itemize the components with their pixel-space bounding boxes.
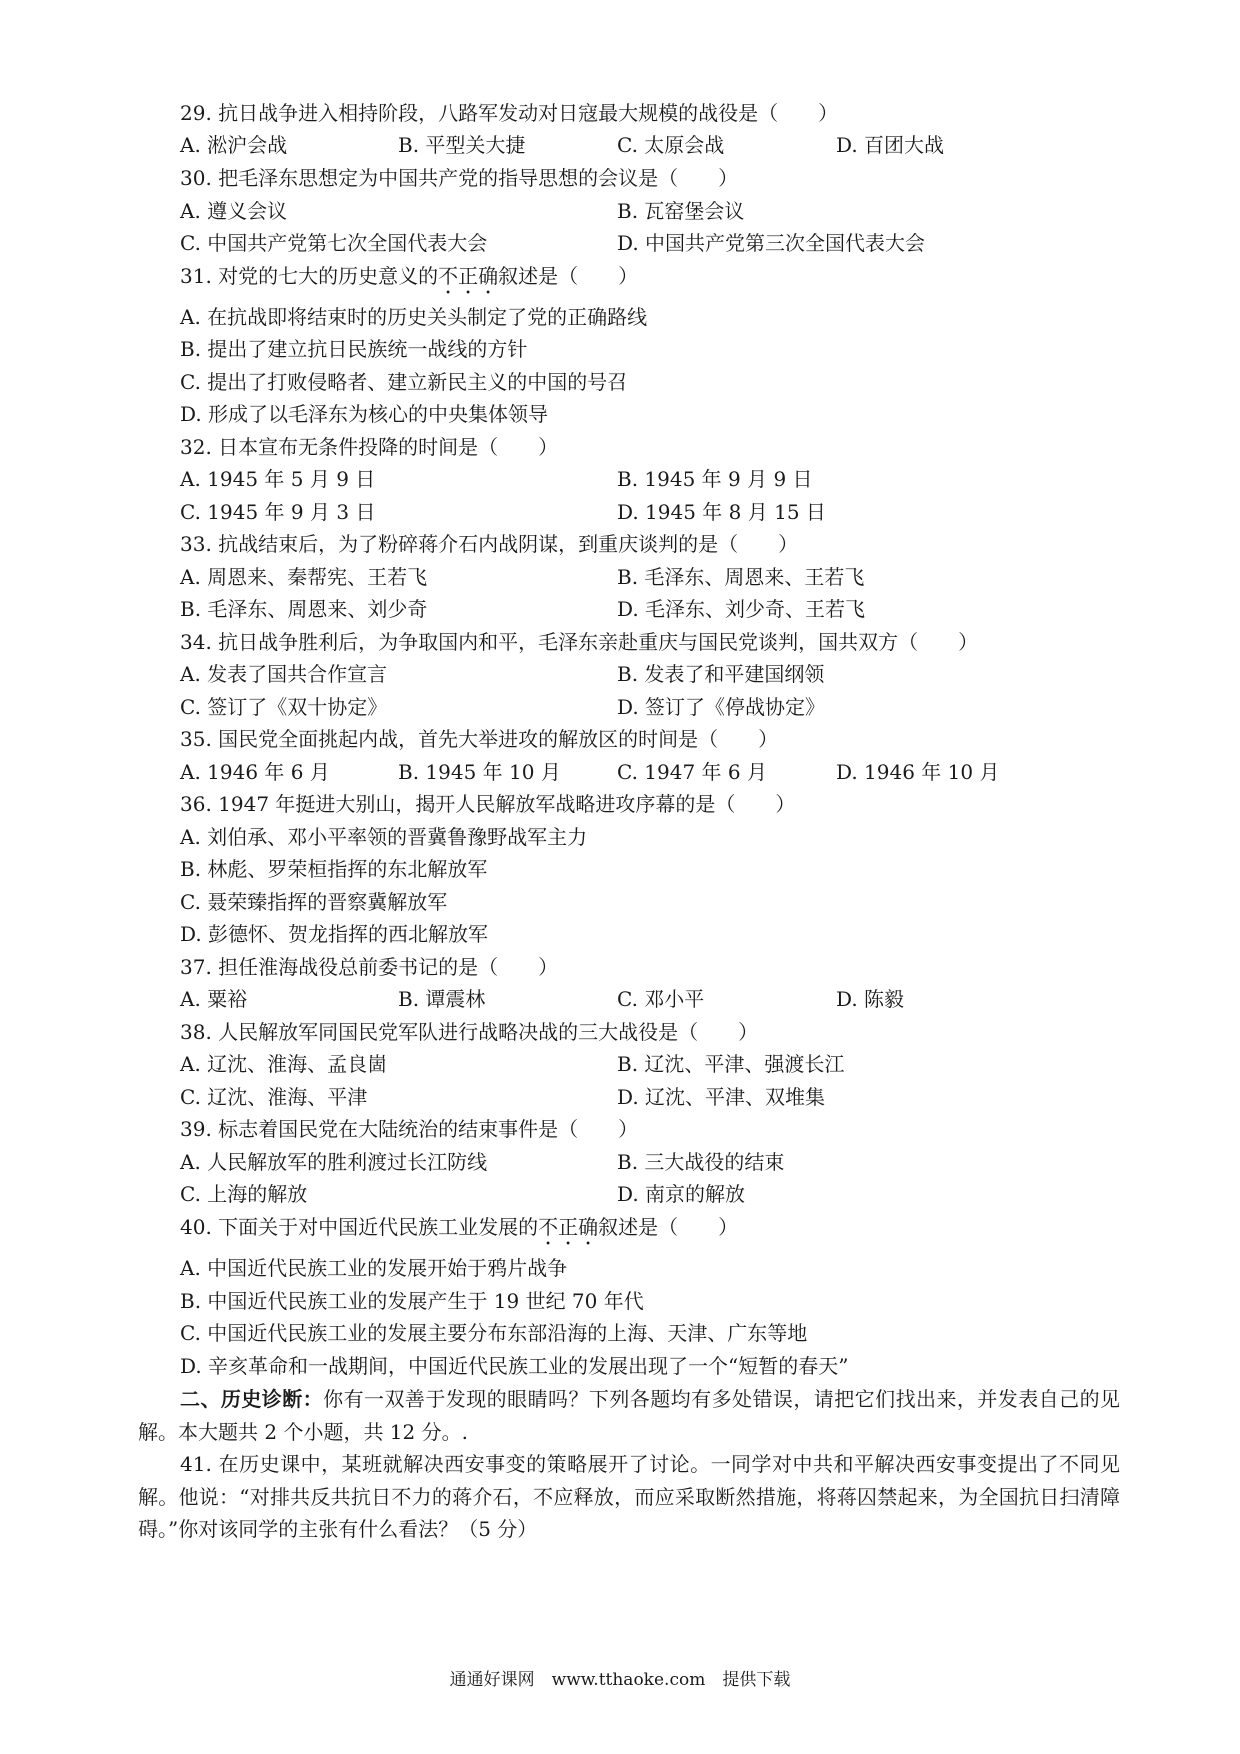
question-36: 36. 1947 年挺进大别山，揭开人民解放军战略进攻序幕的是（ ） xyxy=(180,792,796,816)
options-30-ab xyxy=(180,196,1140,226)
option-31-c: C. 提出了打败侵略者、建立新民主义的中国的号召 xyxy=(180,370,628,394)
option-30-b: B. 瓦窑堡会议 xyxy=(617,199,745,223)
option-33-c: B. 毛泽东、周恩来、刘少奇 xyxy=(180,597,428,621)
option-37-d: D. 陈毅 xyxy=(836,987,905,1011)
option-34-d: D. 签订了《停战协定》 xyxy=(617,695,826,719)
option-29-c: C. 太原会战 xyxy=(617,133,725,157)
option-36-c: C. 聂荣臻指挥的晋察冀解放军 xyxy=(180,890,448,914)
options-39-ab xyxy=(180,1147,1140,1177)
option-39-c: C. 上海的解放 xyxy=(180,1182,308,1206)
option-35-a: A. 1946 年 6 月 xyxy=(180,760,330,784)
option-37-c: C. 邓小平 xyxy=(617,987,705,1011)
options-32-cd xyxy=(180,497,1140,527)
option-34-c: C. 签订了《双十协定》 xyxy=(180,695,388,719)
option-40-c: C. 中国近代民族工业的发展主要分布东部沿海的上海、天津、广东等地 xyxy=(180,1321,808,1345)
question-29: 29. 抗日战争进入相持阶段，八路军发动对日寇最大规模的战役是（ ） xyxy=(180,101,839,125)
option-38-d: D. 辽沈、平津、双堆集 xyxy=(617,1085,826,1109)
option-29-d: D. 百团大战 xyxy=(836,133,945,157)
question-39: 39. 标志着国民党在大陆统治的结束事件是（ ） xyxy=(180,1117,639,1141)
options-33-cd xyxy=(180,594,1140,624)
options-34-ab xyxy=(180,659,1140,689)
option-32-d: D. 1945 年 8 月 15 日 xyxy=(617,500,826,524)
option-39-d: D. 南京的解放 xyxy=(617,1182,746,1206)
question-37: 37. 担任淮海战役总前委书记的是（ ） xyxy=(180,955,559,979)
option-34-a: A. 发表了国共合作宣言 xyxy=(180,662,388,686)
question-40-suffix: 叙述是（ ） xyxy=(598,1215,739,1239)
option-39-b: B. 三大战役的结束 xyxy=(617,1150,785,1174)
option-32-c: C. 1945 年 9 月 3 日 xyxy=(180,500,376,524)
option-29-b: B. 平型关大捷 xyxy=(398,133,526,157)
question-31-suffix: 叙述是（ ） xyxy=(498,264,639,288)
options-35 xyxy=(180,757,1140,787)
options-37 xyxy=(180,984,1140,1014)
option-30-c: C. 中国共产党第七次全国代表大会 xyxy=(180,231,488,255)
option-31-b: B. 提出了建立抗日民族统一战线的方针 xyxy=(180,337,528,361)
section-2-title: 二、历史诊断： xyxy=(180,1387,324,1411)
option-30-a: A. 遵义会议 xyxy=(180,199,288,223)
options-32-ab xyxy=(180,464,1140,494)
question-31-emphasis: 不正确 xyxy=(438,264,499,288)
option-36-a: A. 刘伯承、邓小平率领的晋冀鲁豫野战军主力 xyxy=(180,825,588,849)
option-38-c: C. 辽沈、淮海、平津 xyxy=(180,1085,368,1109)
option-29-a: A. 淞沪会战 xyxy=(180,133,288,157)
options-30-cd xyxy=(180,228,1140,258)
option-36-b: B. 林彪、罗荣桓指挥的东北解放军 xyxy=(180,857,488,881)
section-2-intro xyxy=(138,1383,1120,1448)
option-31-a: A. 在抗战即将结束时的历史关头制定了党的正确路线 xyxy=(180,305,648,329)
question-40-prefix: 40. 下面关于对中国近代民族工业发展的 xyxy=(180,1215,539,1239)
question-33: 33. 抗战结束后，为了粉碎蒋介石内战阴谋，到重庆谈判的是（ ） xyxy=(180,532,799,556)
option-33-b: B. 毛泽东、周恩来、王若飞 xyxy=(617,565,865,589)
option-40-a: A. 中国近代民族工业的发展开始于鸦片战争 xyxy=(180,1256,568,1280)
option-35-d: D. 1946 年 10 月 xyxy=(836,760,1000,784)
option-40-d: D. 辛亥革命和一战期间，中国近代民族工业的发展出现了一个“短暂的春天” xyxy=(180,1354,849,1378)
option-37-a: A. 粟裕 xyxy=(180,987,248,1011)
option-38-a: A. 辽沈、淮海、孟良崮 xyxy=(180,1052,388,1076)
footer: 通通好课网 www.tthaoke.com 提供下载 xyxy=(449,1670,791,1690)
option-34-b: B. 发表了和平建国纲领 xyxy=(617,662,825,686)
option-35-b: B. 1945 年 10 月 xyxy=(398,760,561,784)
options-38-cd xyxy=(180,1082,1140,1112)
options-29 xyxy=(180,130,1140,160)
question-38: 38. 人民解放军同国民党军队进行战略决战的三大战役是（ ） xyxy=(180,1020,759,1044)
section-2-text: 你有一双善于发现的眼睛吗？下列各题均有多处错误，请把它们找出来，并发表自己的见解。本大题共 2 个小题，共 12 分。. xyxy=(138,1387,1121,1444)
option-36-d: D. 彭德怀、贺龙指挥的西北解放军 xyxy=(180,922,489,946)
options-33-ab xyxy=(180,562,1140,592)
option-33-d: D. 毛泽东、刘少奇、王若飞 xyxy=(617,597,866,621)
question-30: 30. 把毛泽东思想定为中国共产党的指导思想的会议是（ ） xyxy=(180,166,739,190)
option-39-a: A. 人民解放军的胜利渡过长江防线 xyxy=(180,1150,488,1174)
options-39-cd xyxy=(180,1179,1140,1209)
option-32-b: B. 1945 年 9 月 9 日 xyxy=(617,467,813,491)
question-34: 34. 抗日战争胜利后，为争取国内和平，毛泽东亲赴重庆与国民党谈判，国共双方（ ） xyxy=(180,630,979,654)
question-31-prefix: 31. 对党的七大的历史意义的 xyxy=(180,264,439,288)
question-32: 32. 日本宣布无条件投降的时间是（ ） xyxy=(180,435,559,459)
option-30-d: D. 中国共产党第三次全国代表大会 xyxy=(617,231,926,255)
option-35-c: C. 1947 年 6 月 xyxy=(617,760,767,784)
question-31 xyxy=(180,261,638,299)
question-40-emphasis: 不正确 xyxy=(538,1215,599,1239)
options-34-cd xyxy=(180,692,1140,722)
option-33-a: A. 周恩来、秦帮宪、王若飞 xyxy=(180,565,428,589)
option-32-a: A. 1945 年 5 月 9 日 xyxy=(180,467,376,491)
option-38-b: B. 辽沈、平津、强渡长江 xyxy=(617,1052,845,1076)
option-37-b: B. 谭震林 xyxy=(398,987,486,1011)
question-35: 35. 国民党全面挑起内战，首先大举进攻的解放区的时间是（ ） xyxy=(180,727,779,751)
option-31-d: D. 形成了以毛泽东为核心的中央集体领导 xyxy=(180,402,549,426)
question-41: 41. 在历史课中，某班就解决西安事变的策略展开了讨论。一同学对中共和平解决西安事变提出了不同见解。他说：“对排共反共抗日不力的蒋介石，不应释放，而应采取断然措施，将蒋囚禁起来，为全国抗日扫清障碍。”你对该同学的主张有什么看法？（5 分） xyxy=(138,1452,1120,1541)
options-38-ab xyxy=(180,1049,1140,1079)
option-40-b: B. 中国近代民族工业的发展产生于 19 世纪 70 年代 xyxy=(180,1289,644,1313)
question-40 xyxy=(180,1212,738,1250)
